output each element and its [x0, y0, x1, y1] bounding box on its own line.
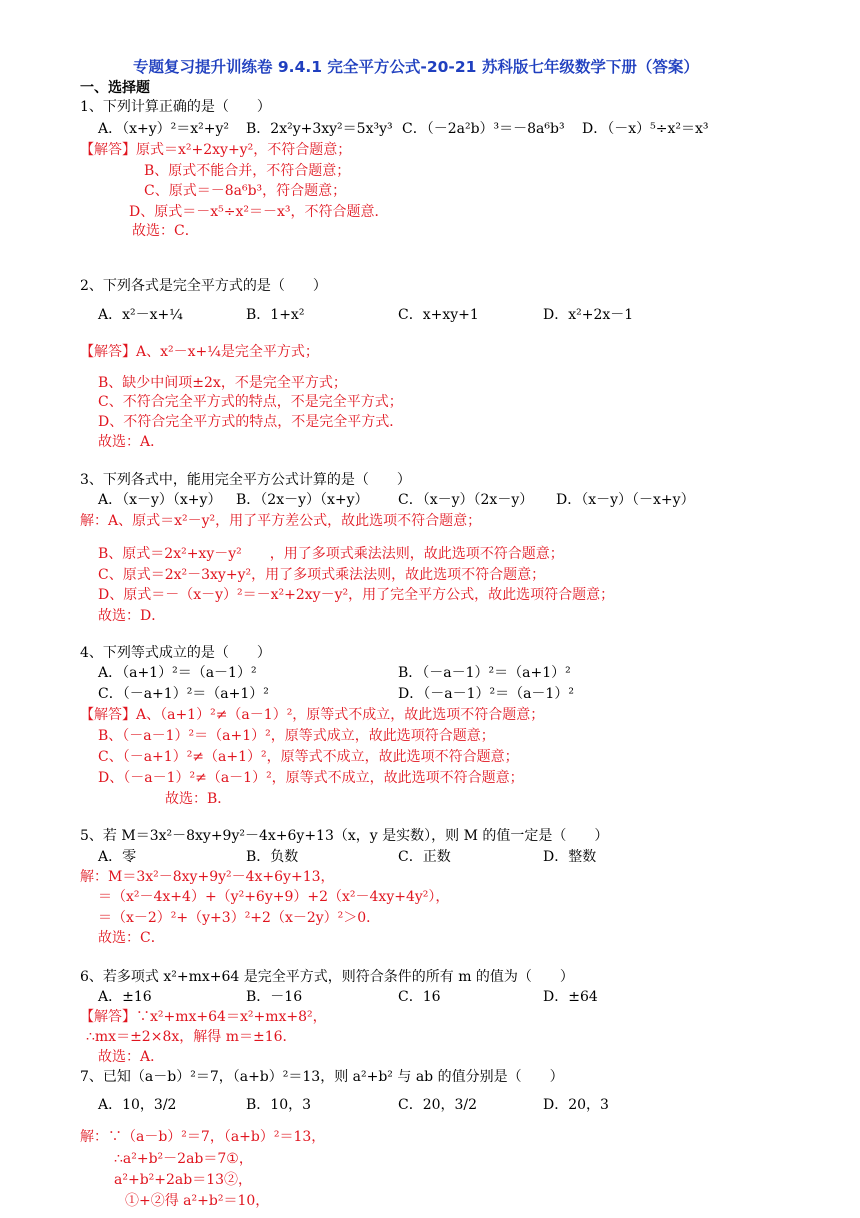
question-2-option-d: D．x²+2x－1	[543, 307, 634, 323]
question-7-option-c: C．20，3/2	[398, 1097, 478, 1113]
question-7-answer-line: ∴a²+b²－2ab＝7①，	[114, 1151, 253, 1167]
question-4-option-c: C．（－a+1）²＝（a+1）²	[98, 686, 269, 702]
question-5-answer-line: 解：M＝3x²－8xy+9y²－4x+6y+13，	[80, 869, 335, 885]
question-4-option-b: B．（－a－1）²＝（a+1）²	[398, 665, 571, 681]
page-title: 专题复习提升训练卷 9.4.1 完全平方公式-20-21 苏科版七年级数学下册（答案）	[133, 58, 699, 76]
question-1-option-c: C．（－2a²b）³＝－8a⁶b³	[402, 121, 565, 137]
question-2-answer-line: 【解答】A、x²－x+¼是完全平方式；	[80, 344, 319, 360]
question-6-answer-line: 故选：A．	[98, 1049, 165, 1065]
question-3-answer-line: C、原式＝2x²－3xy+y²，用了多项式乘法法则，故此选项不符合题意；	[98, 567, 546, 583]
question-5-answer-line: ＝（x－2）²+（y+3）²+2（x－2y）²＞0．	[98, 910, 381, 926]
question-3-option-a: A．（x－y）（x+y）	[98, 492, 222, 508]
question-4-answer-line: D、（－a－1）²≠（a－1）²，原等式不成立，故此选项不符合题意；	[98, 770, 524, 786]
question-4-stem: 4、下列等式成立的是（ ）	[80, 645, 271, 661]
question-4-option-d: D．（－a－1）²＝（a－1）²	[398, 686, 574, 702]
question-3-option-c: C．（x－y）（2x－y）	[398, 492, 534, 508]
question-6-option-d: D．±64	[543, 989, 598, 1005]
question-4-answer-line: 【解答】A、（a+1）²≠（a－1）²，原等式不成立，故此选项不符合题意；	[80, 707, 545, 723]
question-1-option-b: B．2x²y+3xy²＝5x³y³	[246, 121, 393, 137]
question-2-answer-line: B、缺少中间项±2x，不是完全平方式；	[98, 375, 347, 391]
question-7-answer-line: ①+②得 a²+b²＝10，	[125, 1193, 270, 1209]
question-4-answer-line: B、（－a－1）²＝（a+1）²，原等式成立，故此选项符合题意；	[98, 728, 495, 744]
question-1-answer-line: 【解答】原式＝x²+2xy+y²，不符合题意；	[80, 142, 352, 158]
question-6-answer-line: 【解答】∵x²+mx+64＝x²+mx+8²，	[80, 1009, 327, 1025]
question-1-answer-line: 故选：C．	[132, 223, 199, 239]
question-2-answer-line: 故选：A．	[98, 434, 165, 450]
question-5-answer-line: ＝（x²－4x+4）+（y²+6y+9）+2（x²－4xy+4y²），	[98, 889, 450, 905]
question-3-answer-line: B、原式＝2x²+xy－y² ，用了多项式乘法法则，故此选项不符合题意；	[98, 546, 564, 562]
question-7-answer-line: a²+b²+2ab＝13②，	[114, 1172, 253, 1188]
question-1-answer-line: B、原式不能合并，不符合题意；	[144, 163, 351, 179]
question-5-option-d: D．整数	[543, 849, 597, 865]
question-1-option-d: D．（－x）⁵÷x²＝x³	[582, 121, 709, 137]
section-heading: 一、选择题	[80, 80, 150, 96]
question-5-option-b: B．负数	[246, 849, 299, 865]
question-3-option-d: D．（x－y）（－x+y）	[556, 492, 695, 508]
question-6-stem: 6、若多项式 x²+mx+64 是完全平方式，则符合条件的所有 m 的值为（ ）	[80, 969, 574, 985]
question-2-answer-line: C、不符合完全平方式的特点，不是完全平方式；	[98, 394, 403, 410]
question-6-option-c: C．16	[398, 989, 441, 1005]
question-3-answer-line: 解：A、原式＝x²－y²，用了平方差公式，故此选项不符合题意；	[80, 513, 482, 529]
question-6-answer-line: ∴mx＝±2×8x，解得 m＝±16．	[86, 1029, 297, 1045]
question-4-answer-line: 故选：B．	[165, 791, 232, 807]
question-1-option-a: A．（x+y）²＝x²+y²	[98, 121, 230, 137]
question-4-option-a: A．（a+1）²＝（a－1）²	[98, 665, 257, 681]
question-2-option-b: B．1+x²	[246, 307, 305, 323]
question-5-option-a: A．零	[98, 849, 137, 865]
question-1-answer-line: C、原式＝－8a⁶b³，符合题意；	[144, 183, 347, 199]
question-3-answer-line: D、原式＝－（x－y）²＝－x²+2xy－y²，用了完全平方公式，故此选项符合题意；	[98, 587, 615, 603]
question-2-answer-line: D、不符合完全平方式的特点，不是完全平方式．	[98, 414, 404, 430]
question-5-option-c: C．正数	[398, 849, 451, 865]
question-2-option-a: A．x²－x+¼	[98, 307, 183, 323]
question-2-option-c: C．x+xy+1	[398, 307, 479, 323]
question-6-option-a: A．±16	[98, 989, 152, 1005]
question-7-answer-line: 解：∵（a－b）²＝7，（a+b）²＝13，	[80, 1129, 326, 1145]
question-1-stem: 1、下列计算正确的是（ ）	[80, 99, 271, 115]
question-4-answer-line: C、（－a+1）²≠（a+1）²，原等式不成立，故此选项不符合题意；	[98, 749, 519, 765]
question-5-answer-line: 故选：C．	[98, 930, 165, 946]
question-3-stem: 3、下列各式中，能用完全平方公式计算的是（ ）	[80, 472, 411, 488]
question-3-answer-line: 故选：D．	[98, 608, 166, 624]
question-7-option-a: A．10，3/2	[98, 1097, 177, 1113]
question-7-option-d: D．20，3	[543, 1097, 609, 1113]
question-1-answer-line: D、原式＝－x⁵÷x²＝－x³，不符合题意．	[129, 204, 389, 220]
question-7-stem: 7、已知（a－b）²＝7，（a+b）²＝13，则 a²+b² 与 ab 的值分别是（ ）	[80, 1069, 564, 1085]
question-5-stem: 5、若 M＝3x²－8xy+9y²－4x+6y+13（x，y 是实数），则 M 的值一定是（ ）	[80, 828, 609, 844]
question-6-option-b: B．－16	[246, 989, 303, 1005]
question-2-stem: 2、下列各式是完全平方式的是（ ）	[80, 278, 327, 294]
question-7-option-b: B．10，3	[246, 1097, 312, 1113]
question-3-option-b: B．（2x－y）（x+y）	[236, 492, 369, 508]
